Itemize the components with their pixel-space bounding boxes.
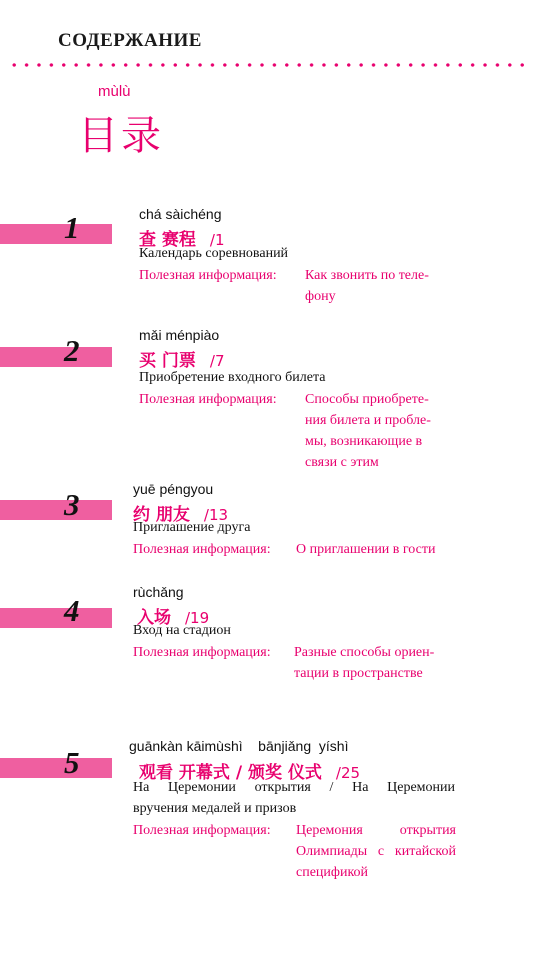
chapter-info-text [296, 539, 435, 560]
chapter-russian [133, 777, 455, 819]
info-label: Полезная информация: [133, 645, 271, 660]
chapter-page: /1 [209, 231, 225, 249]
info-label: Полезная информация: [139, 268, 277, 283]
info-line: Разные способы ориен- [294, 645, 435, 660]
chapter-russian: Календарь соревнований [139, 246, 289, 261]
chapter-band [0, 500, 112, 520]
chapter-band [0, 224, 112, 244]
page-title: СОДЕРЖАНИЕ [58, 30, 202, 51]
chapter-info [133, 820, 271, 841]
info-label: Полезная информация: [133, 823, 271, 838]
mulu-hanzi: 目录 [78, 113, 164, 159]
chapter-page: /13 [203, 506, 229, 524]
russian-line: вручения медалей и призов [133, 801, 297, 816]
info-label: Полезная информация: [139, 392, 277, 407]
chapter-band [0, 758, 112, 778]
info-line: ния билета и пробле- [305, 413, 431, 428]
chapter-page: /7 [209, 352, 225, 370]
dotted-divider [8, 62, 528, 68]
chapter-pinyin: chá sàichéng [139, 206, 222, 222]
chapter-info [139, 265, 277, 286]
chapter-russian: Вход на стадион [133, 623, 231, 638]
chapter-band [0, 608, 112, 628]
chapter-number: 4 [64, 593, 80, 628]
info-line: Способы приобрете- [305, 392, 429, 407]
info-label: Полезная информация: [133, 542, 271, 557]
info-line: мы, возникающие в [305, 434, 423, 449]
chapter-title-hanzi: 查 赛程 [139, 230, 196, 250]
info-line: фону [305, 289, 336, 304]
info-line: Как звонить по теле- [305, 268, 429, 283]
chapter-info [133, 642, 271, 663]
chapter-pinyin: mǎi ménpiào [139, 327, 220, 343]
chapter-info-text [305, 265, 459, 307]
info-line: Олимпиады с китайской [296, 844, 456, 859]
chapter-pinyin: guānkàn kāimùshì bānjiǎng yíshì [129, 738, 349, 754]
chapter-info-text [294, 642, 448, 684]
chapter-russian: Приобретение входного билета [139, 370, 326, 385]
chapter-russian: Приглашение друга [133, 520, 251, 535]
chapter-info-text [305, 389, 459, 473]
chapter-number: 5 [64, 745, 80, 780]
chapter-info-text [296, 820, 456, 883]
info-line: Церемония открытия [296, 823, 456, 838]
chapter-page: /19 [185, 609, 210, 627]
info-line: связи с этим [305, 455, 379, 470]
chapter-title-hanzi: 观看 开幕式 / 颁奖 仪式 [139, 763, 322, 783]
chapter-pinyin: rùchǎng [133, 584, 184, 600]
info-line: О приглашении в гости [296, 542, 436, 557]
chapter-number: 3 [64, 487, 80, 522]
chapter-title-hanzi: 买 门票 [139, 351, 196, 371]
info-line: спецификой [296, 865, 369, 880]
chapter-title[interactable] [139, 346, 225, 371]
chapter-title-hanzi: 入场 [137, 608, 171, 628]
chapter-info [139, 389, 277, 410]
mulu-pinyin: mùlù [98, 83, 131, 100]
chapter-info [133, 539, 271, 560]
chapter-number: 1 [64, 210, 80, 245]
chapter-page: /25 [335, 764, 361, 782]
chapter-title-hanzi: 约 朋友 [133, 505, 190, 525]
chapter-band [0, 347, 112, 367]
chapter-number: 2 [64, 333, 80, 368]
info-line: тации в пространстве [294, 666, 423, 681]
chapter-pinyin: yuē péngyou [133, 481, 214, 497]
russian-line: На Церемонии открытия / На Церемонии [133, 780, 455, 795]
